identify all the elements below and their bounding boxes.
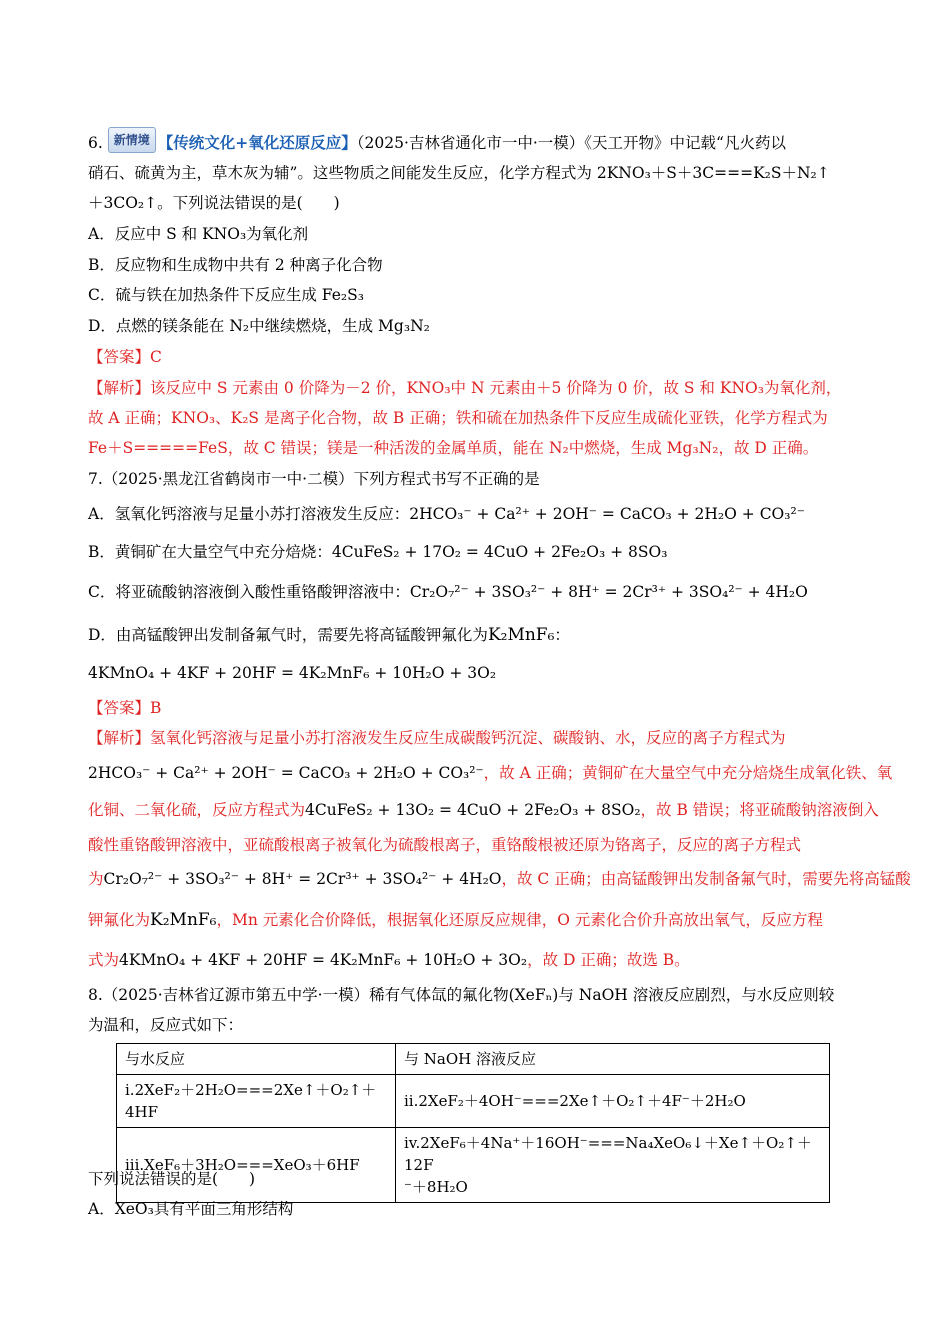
q7-option-b [88, 541, 667, 563]
table-header-row [117, 1044, 830, 1075]
q7-stem: 7.（2025·黑龙江省鹤岗市一中·二模）下列方程式书写不正确的是 [88, 470, 540, 488]
q7-option-d-colon: ： [554, 626, 570, 644]
q7-explanation-7-post: ，故 D 正确；故选 B。 [527, 951, 690, 969]
q6-number: 6. [88, 134, 103, 152]
q7-explanation-7-pre: 式为 [88, 951, 120, 969]
table-cell-r2c1: iii.XeF₆＋3H₂O===XeO₃＋6HF [117, 1128, 396, 1203]
q7-explanation-5-pre: 为 [88, 870, 104, 888]
table-cell-r2c2-line2: ⁻＋8H₂O [404, 1178, 468, 1196]
table-cell-r2c2 [396, 1128, 830, 1203]
q7-option-d [88, 624, 570, 646]
table-row [117, 1128, 830, 1203]
q7-explanation-3 [88, 799, 879, 821]
q7-explanation-3-post: ，故 B 错误；将亚硫酸钠溶液倒入 [640, 801, 879, 819]
q7-option-a [88, 503, 805, 525]
q6-explanation-2: 故 A 正确；KNO₃、K₂S 是离子化合物，故 B 正确；铁和硫在加热条件下反应生成硫化亚铁，化学方程式为 [88, 409, 828, 427]
q7-explanation-7-equation: 4KMnO₄ + 4KF + 20HF = 4K₂MnF₆ + 10H₂O + 3O₂ [119, 951, 528, 969]
q6-stem-3: ＋3CO₂↑。下列说法错误的是( ) [88, 194, 340, 212]
new-context-badge: 新情境 [108, 127, 156, 153]
table-header-naoh: 与 NaOH 溶液反应 [396, 1044, 830, 1075]
q7-option-d-equation: 4KMnO₄ + 4KF + 20HF = 4K₂MnF₆ + 10H₂O + 3O₂ [88, 664, 497, 682]
table-header-water: 与水反应 [117, 1044, 396, 1075]
q7-explanation-2-text: ，故 A 正确；黄铜矿在大量空气中充分焙烧生成氧化铁、氧 [483, 764, 893, 782]
q6-option-a: A．反应中 S 和 KNO₃为氧化剂 [88, 225, 309, 243]
q7-option-c-equation: Cr₂O₇²⁻ + 3SO₃²⁻ + 8H⁺ = 2Cr³⁺ + 3SO₄²⁻ + 4H₂O [409, 583, 808, 601]
q7-option-b-equation: 4CuFeS₂ + 17O₂ = 4CuO + 2Fe₂O₃ + 8SO₃ [331, 543, 668, 561]
q7-option-a-text: A．氢氧化钙溶液与足量小苏打溶液发生反应： [88, 505, 410, 523]
q7-explanation-6 [88, 909, 823, 931]
q7-option-d-text: D．由高锰酸钾出发制备氟气时，需要先将高锰酸钾氟化为 [88, 626, 488, 644]
q6-stem-2: 硝石、硫黄为主，草木灰为辅”。这些物质之间能发生反应，化学方程式为 2KNO₃＋S＋3C===K₂S＋N₂↑ [88, 164, 830, 182]
table-row [117, 1075, 830, 1128]
q6-explanation-3: Fe＋S=====FeS，故 C 错误；镁是一种活泼的金属单质，能在 N₂中燃烧，生成 Mg₃N₂，故 D 正确。 [88, 439, 819, 457]
q7-option-a-equation: 2HCO₃⁻ + Ca²⁺ + 2OH⁻ = CaCO₃ + 2H₂O + CO₃²⁻ [409, 505, 805, 523]
q7-answer: 【答案】B [88, 699, 162, 717]
q7-explanation-1: 【解析】氢氧化钙溶液与足量小苏打溶液发生反应生成碳酸钙沉淀、碳酸钠、水，反应的离子方程式为 [88, 729, 786, 747]
q8-stem-1: 8.（2025·吉林省辽源市第五中学·一模）稀有气体氙的氟化物(XeFₙ)与 NaOH 溶液反应剧烈，与水反应则较 [88, 986, 835, 1004]
q7-explanation-2-equation: 2HCO₃⁻ + Ca²⁺ + 2OH⁻ = CaCO₃ + 2H₂O + CO₃²⁻ [88, 764, 484, 782]
q6-answer: 【答案】C [88, 348, 162, 366]
q7-option-b-text: B．黄铜矿在大量空气中充分焙烧： [88, 543, 332, 561]
q7-explanation-5-equation: Cr₂O₇²⁻ + 3SO₃²⁻ + 8H⁺ = 2Cr³⁺ + 3SO₄²⁻ + 4H₂O [103, 870, 502, 888]
table-cell-r2c2-line1: iv.2XeF₆＋4Na⁺＋16OH⁻===Na₄XeO₆↓＋Xe↑＋O₂↑＋12F [404, 1134, 812, 1174]
q7-explanation-5 [88, 868, 911, 890]
q7-option-c-text: C．将亚硫酸钠溶液倒入酸性重铬酸钾溶液中： [88, 583, 410, 601]
q6-tag: 【传统文化+氧化还原反应】 [157, 133, 357, 152]
q7-explanation-7 [88, 949, 690, 971]
q7-explanation-2 [88, 762, 892, 784]
q6-line1 [88, 131, 786, 157]
q7-explanation-4: 酸性重铬酸钾溶液中，亚硫酸根离子被氧化为硫酸根离子，重铬酸根被还原为铬离子，反应的离子方程式 [88, 836, 802, 854]
q7-option-c [88, 581, 808, 603]
q7-explanation-3-pre: 化铜、二氧化硫，反应方程式为 [88, 801, 306, 819]
q8-stem-2: 为温和，反应式如下： [88, 1016, 244, 1034]
q8-option-a: A．XeO₃具有平面三角形结构 [88, 1200, 294, 1218]
q7-explanation-3-equation: 4CuFeS₂ + 13O₂ = 4CuO + 2Fe₂O₃ + 8SO₂ [305, 801, 641, 819]
table-cell-r1c1: i.2XeF₂＋2H₂O===2Xe↑＋O₂↑＋4HF [117, 1075, 396, 1128]
q6-option-b: B．反应物和生成物中共有 2 种离子化合物 [88, 256, 383, 274]
table-cell-r1c2: ii.2XeF₂＋4OH⁻===2Xe↑＋O₂↑＋4F⁻＋2H₂O [396, 1075, 830, 1128]
q6-stem-1: （2025·吉林省通化市一中·一模）《天工开物》中记载“凡火药以 [356, 134, 786, 152]
q7-explanation-6-post: ，Mn 元素化合价降低，根据氧化还原反应规律，O 元素化合价升高放出氧气，反应方程 [216, 911, 823, 929]
q7-explanation-6-formula: K₂MnF₆ [150, 910, 217, 930]
q8-ask: 下列说法错误的是( ) [88, 1170, 256, 1188]
q6-option-d: D．点燃的镁条能在 N₂中继续燃烧，生成 Mg₃N₂ [88, 317, 430, 335]
q6-option-c: C．硫与铁在加热条件下反应生成 Fe₂S₃ [88, 286, 364, 304]
q6-explanation-1: 【解析】该反应中 S 元素由 0 价降为－2 价，KNO₃中 N 元素由＋5 价降为 0 价，故 S 和 KNO₃为氧化剂， [88, 379, 842, 397]
q7-explanation-5-post: ，故 C 正确；由高锰酸钾出发制备氟气时，需要先将高锰酸 [501, 870, 911, 888]
q7-explanation-6-pre: 钾氟化为 [88, 911, 151, 929]
q7-option-d-formula: K₂MnF₆ [487, 625, 555, 645]
